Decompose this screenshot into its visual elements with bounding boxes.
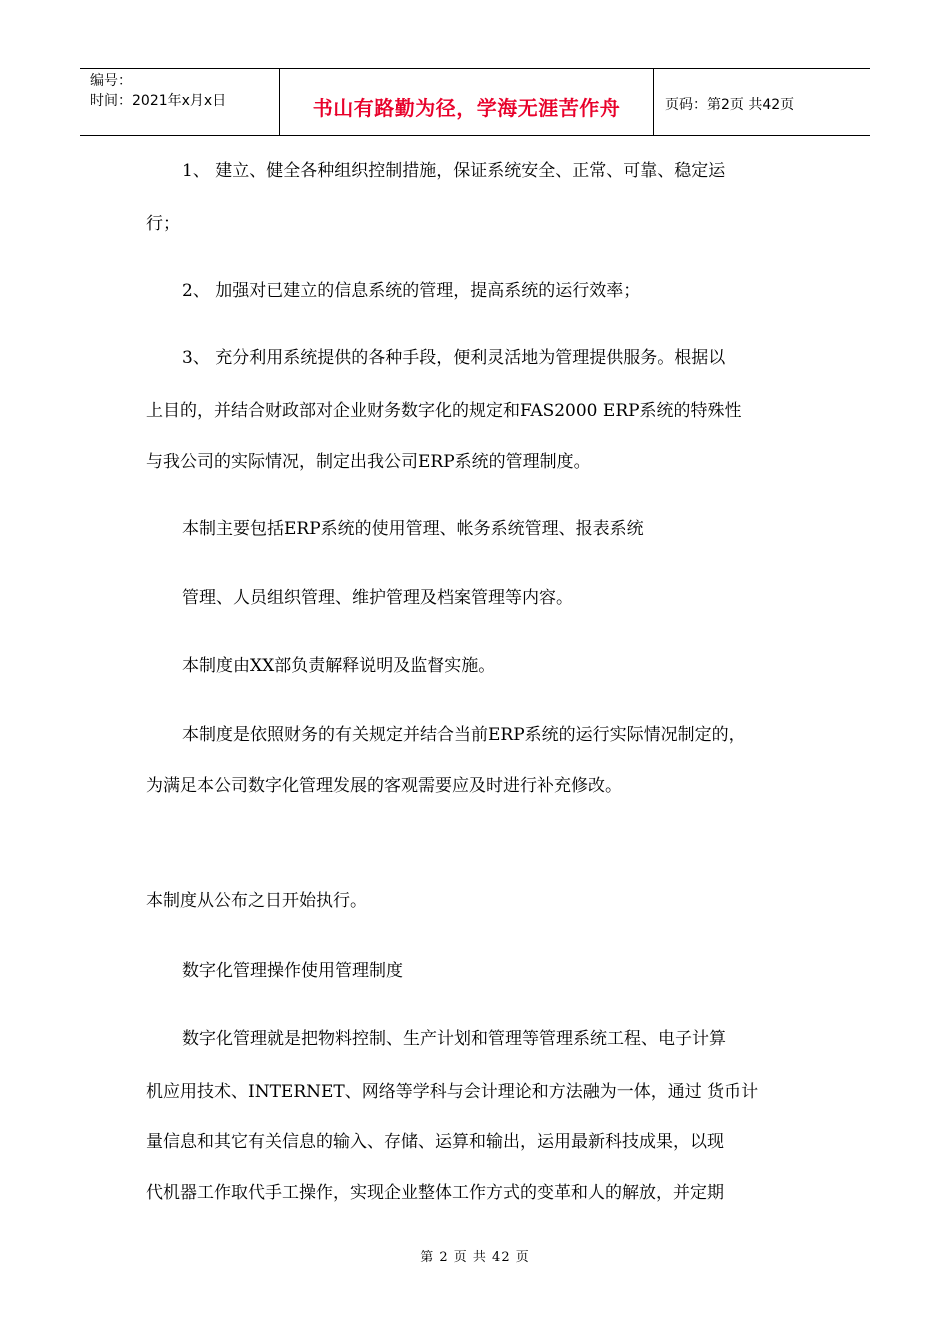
paragraph-10-line-4: 代机器工作取代手工操作，实现企业整体工作方式的变革和人的解放，并定期	[146, 1183, 724, 1203]
paragraph-3-line-1: 3、 充分利用系统提供的各种手段，便利灵活地为管理提供服务。根据以	[182, 348, 726, 368]
header-motto-cell	[280, 69, 654, 135]
paragraph-1-line-1: 1、 建立、健全各种组织控制措施，保证系统安全、正常、可靠、稳定运	[182, 161, 726, 181]
page-footer: 第 2 页 共 42 页	[420, 1250, 530, 1265]
paragraph-2: 2、 加强对已建立的信息系统的管理，提高系统的运行效率；	[182, 281, 641, 301]
paragraph-7-line-2: 为满足本公司数字化管理发展的客观需要应及时进行补充修改。	[146, 776, 622, 796]
page-header	[80, 68, 870, 136]
section-title: 数字化管理操作使用管理制度	[182, 961, 403, 981]
paragraph-8: 本制度从公布之日开始执行。	[146, 891, 367, 911]
paragraph-3-line-3: 与我公司的实际情况，制定出我公司ERP系统的管理制度。	[146, 452, 591, 472]
header-motto: 书山有路勤为径，学海无涯苦作舟	[312, 95, 621, 120]
paragraph-10-line-2: 机应用技术、INTERNET、网络等学科与会计理论和方法融为一体，通过 货币计	[146, 1082, 759, 1102]
paragraph-4: 本制主要包括ERP系统的使用管理、帐务系统管理、报表系统	[182, 519, 644, 539]
paragraph-1-line-2: 行；	[146, 214, 180, 234]
paragraph-10-line-3: 量信息和其它有关信息的输入、存储、运算和输出，运用最新科技成果，以现	[146, 1132, 724, 1152]
document-number-label: 编号：	[90, 73, 132, 89]
paragraph-10-line-1: 数字化管理就是把物料控制、生产计划和管理等管理系统工程、电子计算	[182, 1029, 726, 1049]
document-time-label: 时间：2021年x月x日	[90, 93, 227, 109]
header-page-code: 页码：第2页 共42页	[665, 97, 795, 113]
header-info-cell	[80, 69, 280, 135]
paragraph-7-line-1: 本制度是依照财务的有关规定并结合当前ERP系统的运行实际情况制定的，	[182, 725, 746, 745]
header-page-cell	[654, 69, 870, 135]
paragraph-3-line-2: 上目的，并结合财政部对企业财务数字化的规定和FAS2000 ERP系统的特殊性	[146, 401, 742, 421]
paragraph-5: 管理、人员组织管理、维护管理及档案管理等内容。	[182, 588, 573, 608]
paragraph-6: 本制度由XX部负责解释说明及监督实施。	[182, 656, 496, 676]
